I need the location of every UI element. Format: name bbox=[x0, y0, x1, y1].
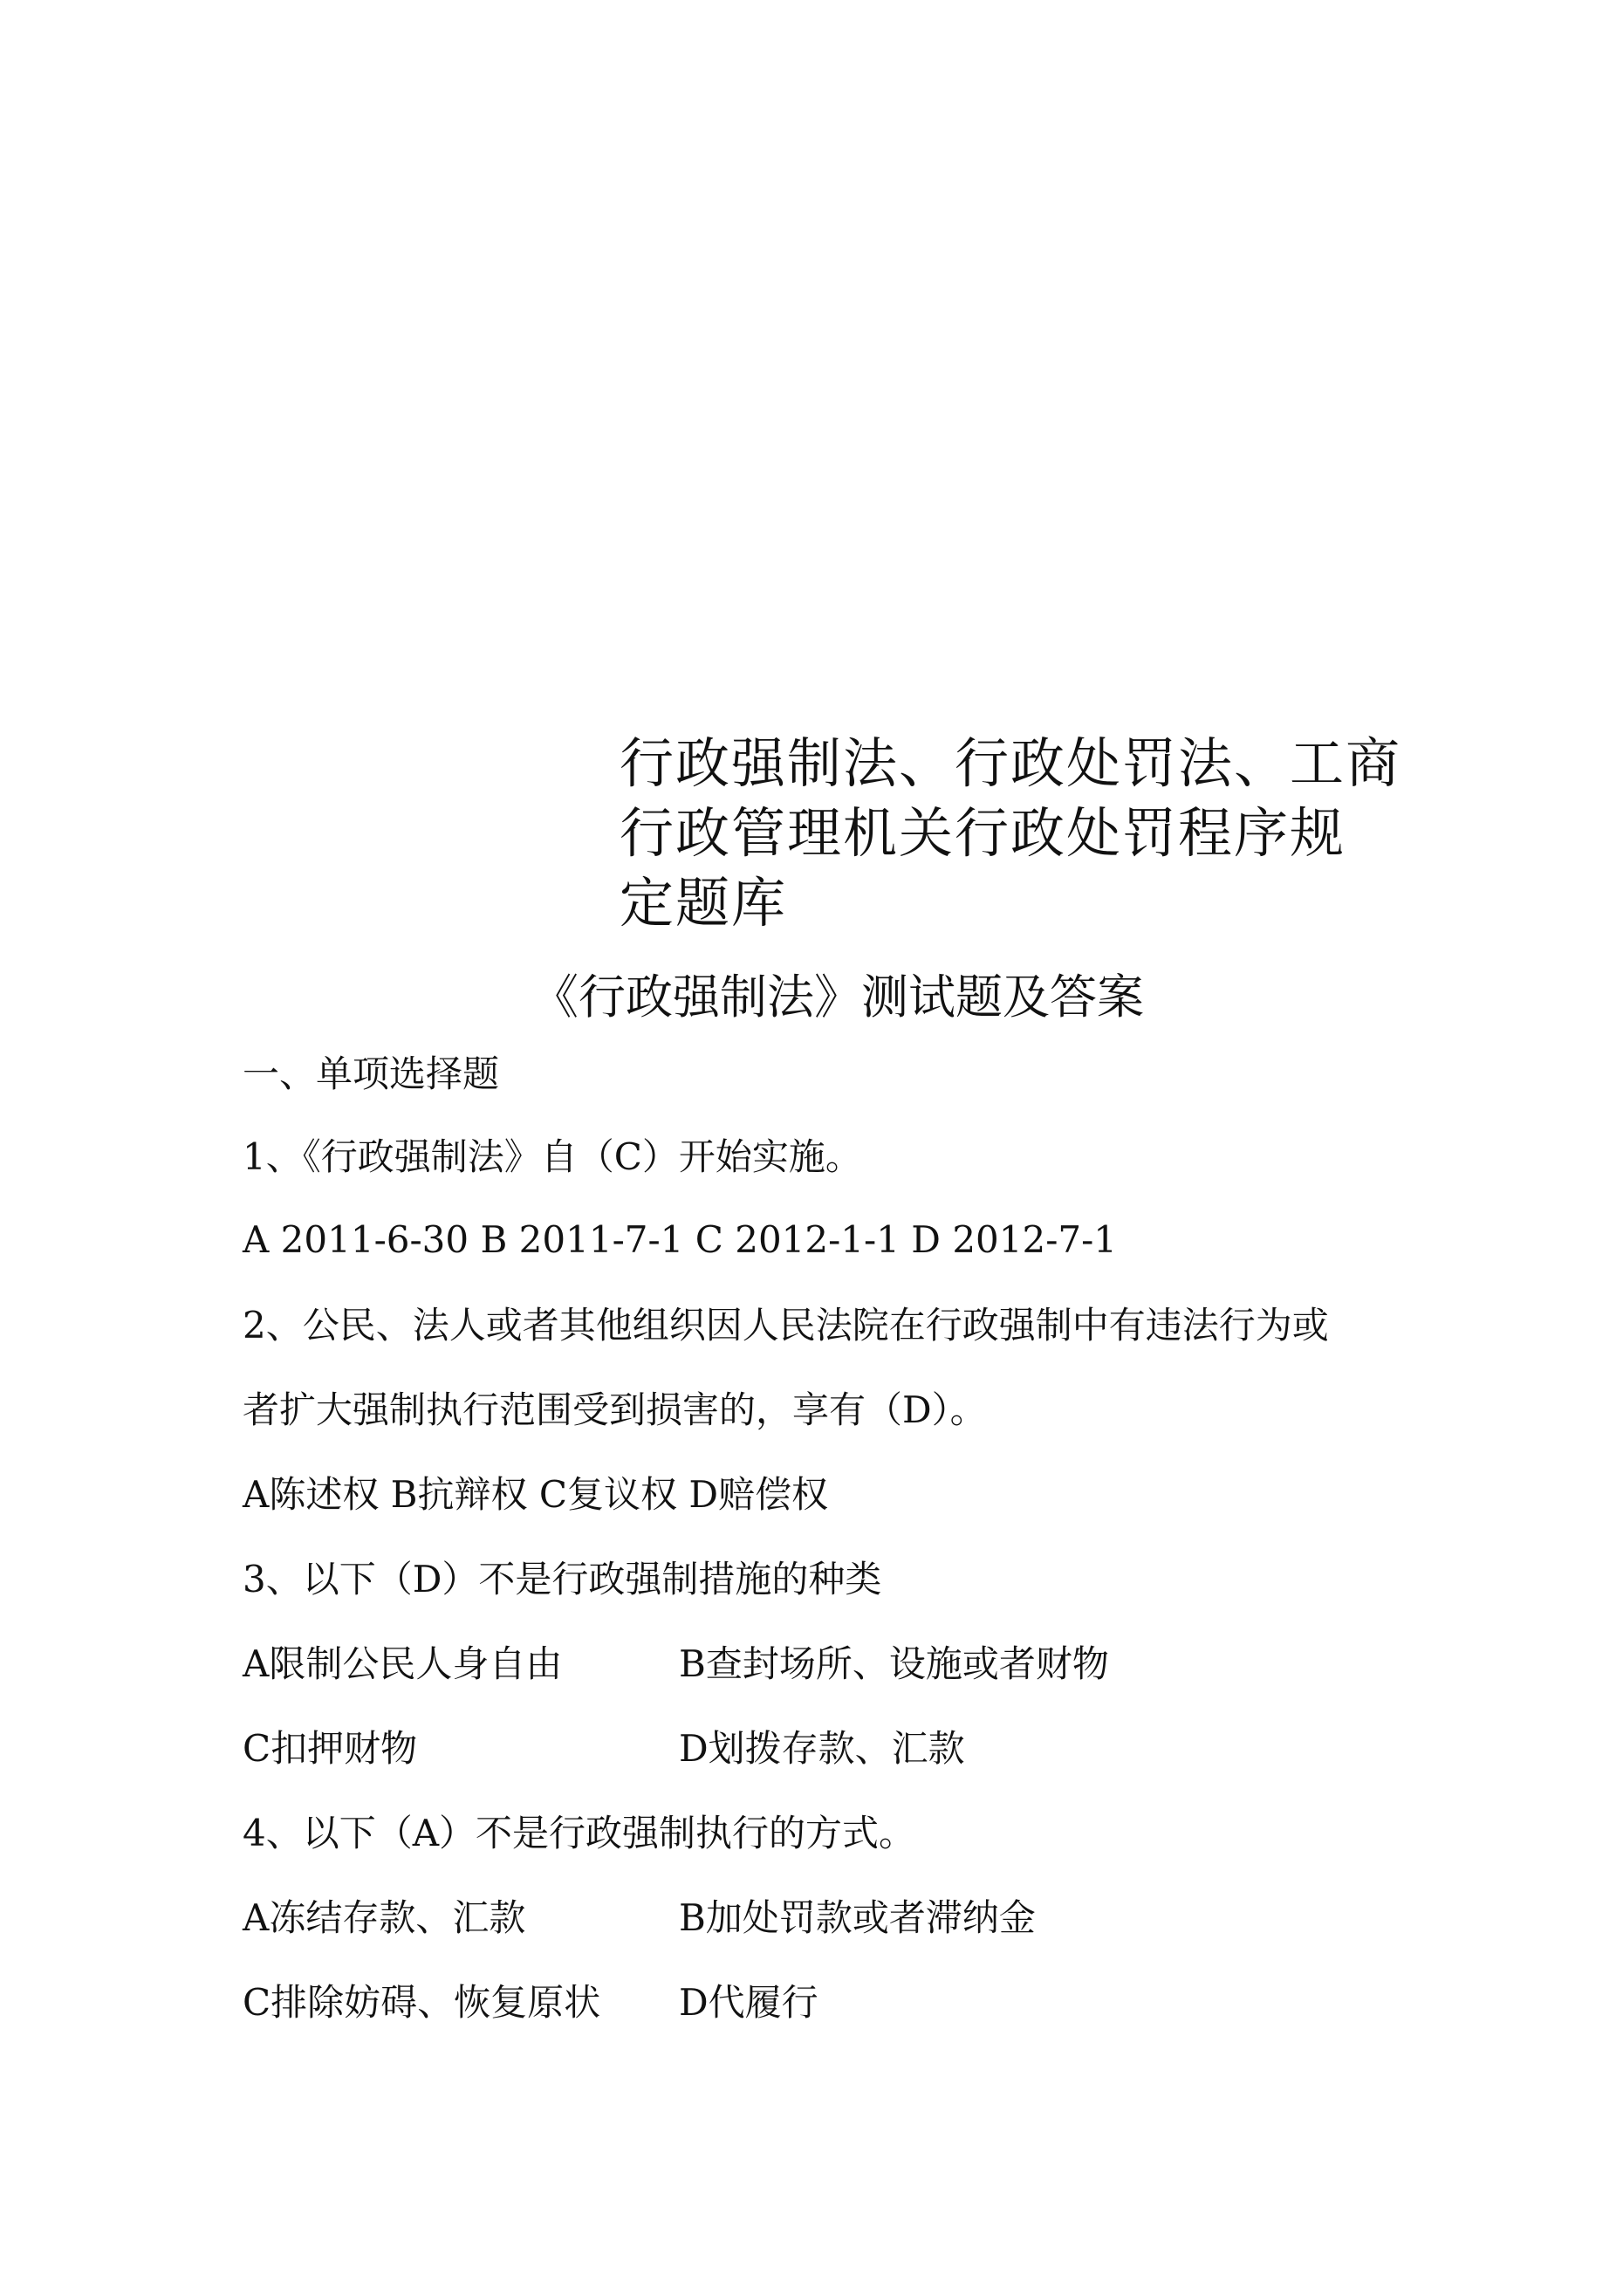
document-title bbox=[620, 729, 1405, 938]
title-line-3: 定题库 bbox=[620, 871, 788, 935]
question-2-options: A陈述权 B抗辩权 C复议权 D赔偿权 bbox=[243, 1473, 829, 1516]
document-subtitle: 《行政强制法》测试题及答案 bbox=[531, 970, 1144, 1025]
question-4-option-c: C排除妨碍、恢复原状 bbox=[243, 1981, 601, 2024]
section-heading: 一、单项选择题 bbox=[243, 1052, 500, 1095]
question-3-option-b: B查封场所、设施或者财物 bbox=[679, 1642, 1109, 1685]
question-4-option-b: B加处罚款或者滞纳金 bbox=[679, 1896, 1036, 1939]
question-2-stem-line-1: 2、公民、法人或者其他组织因人民法院在行政强制中有违法行为或 bbox=[243, 1304, 1329, 1347]
question-2-stem-line-2: 者扩大强制执行范围受到损害的，享有（D）。 bbox=[243, 1388, 987, 1431]
question-3-option-a: A限制公民人身自由 bbox=[243, 1642, 563, 1685]
question-4-stem: 4、以下（A）不是行政强制执行的方式。 bbox=[243, 1812, 916, 1854]
title-line-2: 行政管理机关行政处罚程序规 bbox=[620, 801, 1346, 865]
question-1-stem: 1、《行政强制法》自（C）开始实施。 bbox=[243, 1135, 862, 1178]
question-3-stem: 3、以下（D）不是行政强制措施的种类 bbox=[243, 1558, 882, 1600]
title-line-1: 行政强制法、行政处罚法、工商 bbox=[620, 731, 1402, 795]
question-3-option-d: D划拨存款、汇款 bbox=[679, 1727, 965, 1770]
question-4-option-d: D代履行 bbox=[679, 1981, 818, 2024]
question-3-option-c: C扣押财物 bbox=[243, 1727, 418, 1770]
question-1-options: A 2011-6-30 B 2011-7-1 C 2012-1-1 D 2012-7-1 bbox=[243, 1218, 1118, 1261]
question-4-option-a: A冻结存款、汇款 bbox=[243, 1896, 526, 1939]
